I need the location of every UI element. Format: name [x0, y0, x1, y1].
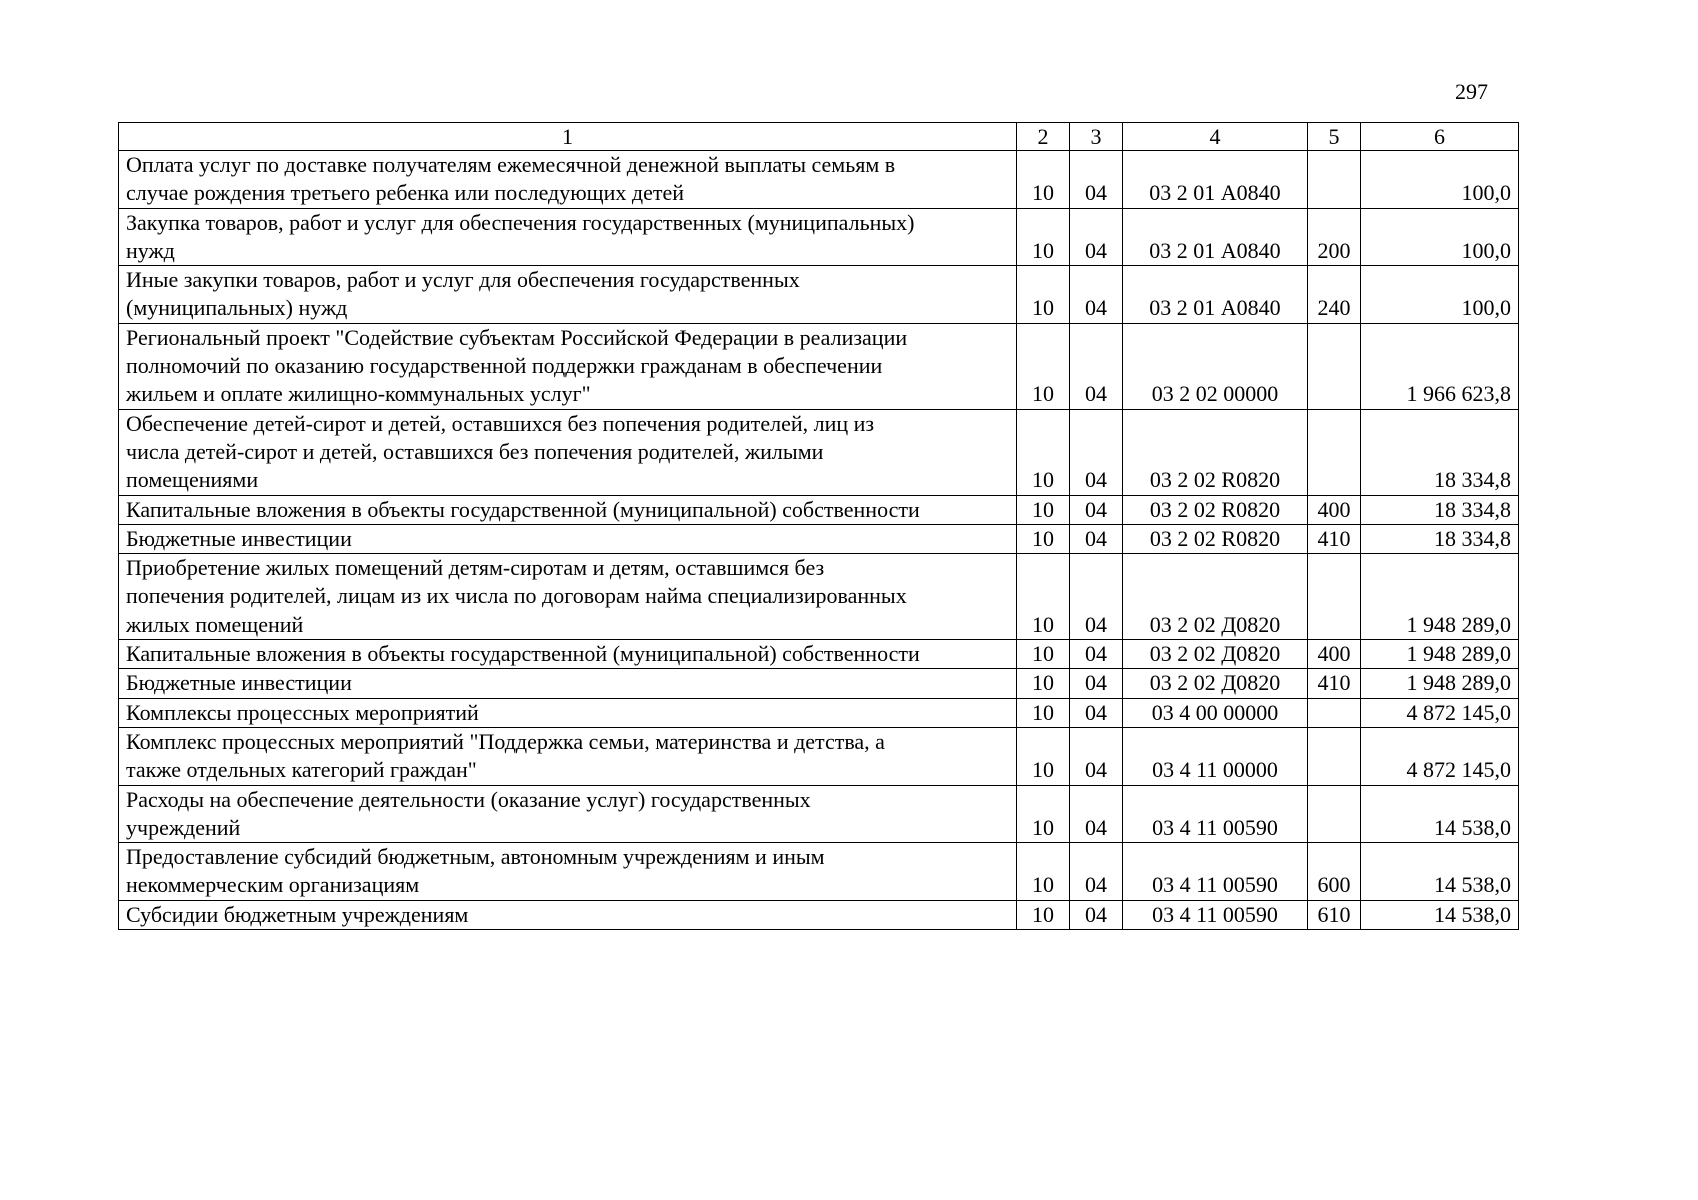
row-amount: 14 538,0 [1361, 900, 1519, 929]
row-target-code: 03 2 02 R0820 [1123, 524, 1308, 553]
row-description [119, 843, 1017, 901]
table-row [119, 323, 1519, 409]
row-section: 10 [1017, 524, 1070, 553]
description-line: попечения родителей, лицам из их числа по договорам найма специализированных [126, 583, 907, 609]
row-description [119, 669, 1017, 698]
row-target-code: 03 4 11 00590 [1123, 785, 1308, 843]
row-section: 10 [1017, 900, 1070, 929]
row-target-code: 03 2 02 00000 [1123, 323, 1308, 409]
row-expense-type [1308, 151, 1361, 209]
description-line: Капитальные вложения в объекты государственной (муниципальной) собственности [126, 641, 920, 667]
row-amount: 100,0 [1361, 266, 1519, 324]
row-amount: 14 538,0 [1361, 785, 1519, 843]
header-col-5: 5 [1308, 123, 1361, 151]
row-expense-type: 400 [1308, 640, 1361, 669]
description-line: Капитальные вложения в объекты государственной (муниципальной) собственности [126, 496, 920, 522]
row-description [119, 266, 1017, 324]
row-amount: 1 966 623,8 [1361, 323, 1519, 409]
row-section: 10 [1017, 727, 1070, 785]
header-col-2: 2 [1017, 123, 1070, 151]
row-section: 10 [1017, 698, 1070, 727]
description-line: учреждений [126, 814, 241, 840]
row-target-code: 03 2 02 R0820 [1123, 409, 1308, 495]
description-line: Бюджетные инвестиции [126, 670, 352, 696]
header-row [119, 123, 1519, 151]
table-row [119, 843, 1519, 901]
header-col-4: 4 [1123, 123, 1308, 151]
description-line: Комплекс процессных мероприятий "Поддержка семьи, материнства и детства, а [126, 728, 885, 754]
description-line: полномочий по оказанию государственной поддержки гражданам в обеспечении [126, 353, 883, 379]
row-amount: 18 334,8 [1361, 409, 1519, 495]
row-description [119, 208, 1017, 266]
description-line: нужд [126, 237, 175, 263]
row-section: 10 [1017, 409, 1070, 495]
description-line: (муниципальных) нужд [126, 295, 348, 321]
row-subsection: 04 [1070, 208, 1123, 266]
description-line: некоммерческим организациям [126, 872, 420, 898]
row-section: 10 [1017, 266, 1070, 324]
table-body [119, 151, 1519, 930]
row-amount: 1 948 289,0 [1361, 640, 1519, 669]
row-expense-type: 410 [1308, 669, 1361, 698]
description-line: Расходы на обеспечение деятельности (оказание услуг) государственных [126, 786, 811, 812]
table-row [119, 727, 1519, 785]
row-expense-type [1308, 323, 1361, 409]
header-col-6: 6 [1361, 123, 1519, 151]
table-row [119, 640, 1519, 669]
row-target-code: 03 2 01 А0840 [1123, 151, 1308, 209]
row-description [119, 554, 1017, 640]
row-amount: 18 334,8 [1361, 524, 1519, 553]
row-target-code: 03 2 01 А0840 [1123, 208, 1308, 266]
description-line: случае рождения третьего ребенка или последующих детей [126, 180, 684, 206]
row-target-code: 03 4 11 00590 [1123, 900, 1308, 929]
row-subsection: 04 [1070, 266, 1123, 324]
table-row [119, 524, 1519, 553]
row-amount: 14 538,0 [1361, 843, 1519, 901]
table-row [119, 266, 1519, 324]
row-expense-type [1308, 785, 1361, 843]
row-expense-type: 200 [1308, 208, 1361, 266]
row-section: 10 [1017, 323, 1070, 409]
row-description [119, 409, 1017, 495]
description-line: Приобретение жилых помещений детям-сиротам и детям, оставшимся без [126, 555, 825, 581]
row-target-code: 03 2 02 R0820 [1123, 495, 1308, 524]
row-section: 10 [1017, 843, 1070, 901]
row-target-code: 03 4 11 00590 [1123, 843, 1308, 901]
table-row [119, 785, 1519, 843]
row-expense-type: 600 [1308, 843, 1361, 901]
description-line: жильем и оплате жилищно-коммунальных услуг" [126, 381, 591, 407]
row-section: 10 [1017, 785, 1070, 843]
description-line: Иные закупки товаров, работ и услуг для обеспечения государственных [126, 267, 800, 293]
row-subsection: 04 [1070, 495, 1123, 524]
row-amount: 18 334,8 [1361, 495, 1519, 524]
row-expense-type [1308, 727, 1361, 785]
row-section: 10 [1017, 151, 1070, 209]
row-description [119, 524, 1017, 553]
row-subsection: 04 [1070, 698, 1123, 727]
table-row [119, 669, 1519, 698]
description-line: Региональный проект "Содействие субъектам Российской Федерации в реализации [126, 324, 908, 350]
row-description [119, 900, 1017, 929]
row-subsection: 04 [1070, 640, 1123, 669]
row-section: 10 [1017, 208, 1070, 266]
row-amount: 100,0 [1361, 151, 1519, 209]
budget-table [118, 122, 1519, 930]
row-amount: 4 872 145,0 [1361, 727, 1519, 785]
row-subsection: 04 [1070, 524, 1123, 553]
row-subsection: 04 [1070, 554, 1123, 640]
row-section: 10 [1017, 640, 1070, 669]
table-row [119, 151, 1519, 209]
row-section: 10 [1017, 554, 1070, 640]
description-line: также отдельных категорий граждан" [126, 757, 477, 783]
row-subsection: 04 [1070, 409, 1123, 495]
row-description [119, 151, 1017, 209]
row-section: 10 [1017, 495, 1070, 524]
row-subsection: 04 [1070, 785, 1123, 843]
page-number: 297 [1455, 79, 1488, 104]
table-row [119, 208, 1519, 266]
header-col-3: 3 [1070, 123, 1123, 151]
row-description [119, 323, 1017, 409]
table-header [119, 123, 1519, 151]
table-row [119, 900, 1519, 929]
row-target-code: 03 4 11 00000 [1123, 727, 1308, 785]
row-expense-type: 240 [1308, 266, 1361, 324]
row-subsection: 04 [1070, 151, 1123, 209]
row-target-code: 03 4 00 00000 [1123, 698, 1308, 727]
row-description [119, 785, 1017, 843]
row-amount: 4 872 145,0 [1361, 698, 1519, 727]
row-target-code: 03 2 02 Д0820 [1123, 554, 1308, 640]
table-row [119, 698, 1519, 727]
description-line: помещениями [126, 467, 259, 493]
description-line: Субсидии бюджетным учреждениям [126, 901, 469, 927]
row-expense-type [1308, 554, 1361, 640]
row-section: 10 [1017, 669, 1070, 698]
table-row [119, 495, 1519, 524]
row-amount: 100,0 [1361, 208, 1519, 266]
row-expense-type [1308, 409, 1361, 495]
row-expense-type [1308, 698, 1361, 727]
row-expense-type: 410 [1308, 524, 1361, 553]
row-subsection: 04 [1070, 900, 1123, 929]
row-subsection: 04 [1070, 727, 1123, 785]
header-col-1: 1 [119, 123, 1017, 151]
description-line: Обеспечение детей-сирот и детей, оставшихся без попечения родителей, лиц из [126, 410, 875, 436]
row-amount: 1 948 289,0 [1361, 554, 1519, 640]
row-target-code: 03 2 01 А0840 [1123, 266, 1308, 324]
row-description [119, 495, 1017, 524]
row-expense-type: 400 [1308, 495, 1361, 524]
row-subsection: 04 [1070, 669, 1123, 698]
table-row [119, 554, 1519, 640]
row-subsection: 04 [1070, 323, 1123, 409]
description-line: Комплексы процессных мероприятий [126, 699, 479, 725]
row-amount: 1 948 289,0 [1361, 669, 1519, 698]
row-description [119, 727, 1017, 785]
description-line: Бюджетные инвестиции [126, 525, 352, 551]
table-row [119, 409, 1519, 495]
row-expense-type: 610 [1308, 900, 1361, 929]
description-line: Оплата услуг по доставке получателям ежемесячной денежной выплаты семьям в [126, 152, 896, 177]
row-subsection: 04 [1070, 843, 1123, 901]
description-line: числа детей-сирот и детей, оставшихся без попечения родителей, жилыми [126, 438, 824, 464]
row-description [119, 698, 1017, 727]
row-target-code: 03 2 02 Д0820 [1123, 669, 1308, 698]
description-line: жилых помещений [126, 611, 304, 637]
description-line: Предоставление субсидий бюджетным, автономным учреждениям и иным [126, 844, 825, 870]
row-description [119, 640, 1017, 669]
row-target-code: 03 2 02 Д0820 [1123, 640, 1308, 669]
description-line: Закупка товаров, работ и услуг для обеспечения государственных (муниципальных) [126, 209, 915, 235]
